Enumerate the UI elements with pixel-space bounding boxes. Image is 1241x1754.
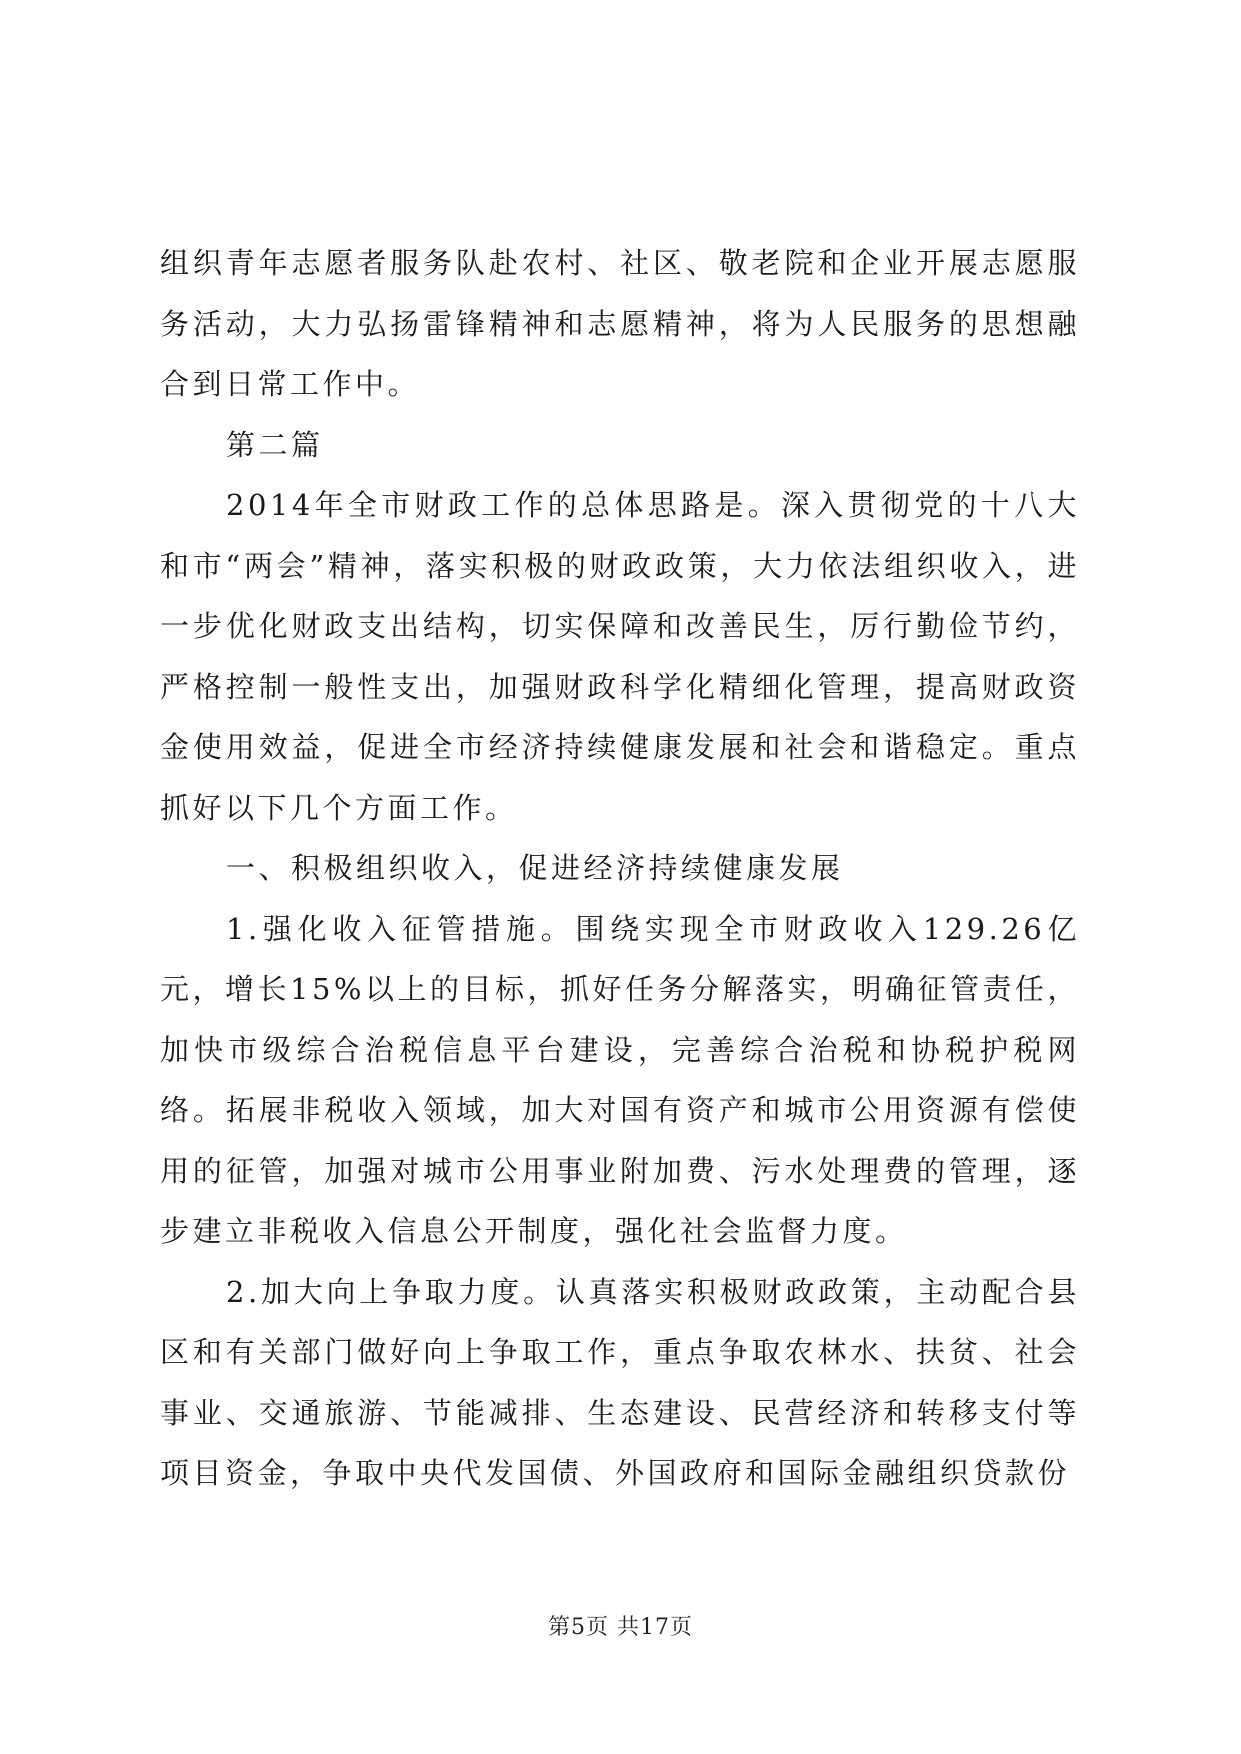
page-number-footer: 第5页 共17页 xyxy=(548,1615,693,1640)
paragraph-item-2: 2.加大向上争取力度。认真落实积极财政政策，主动配合县区和有关部门做好向上争取工作，重点争取农林水、扶贫、社会事业、交通旅游、节能减排、生态建设、民营经济和转移支付等项目资金，争取中央代发国债、外国政府和国际金融组织贷款份 xyxy=(160,1274,1080,1490)
section-heading-part-two: 第二篇 xyxy=(226,427,324,462)
paragraph-item-1: 1.强化收入征管措施。围绕实现全市财政收入129.26亿元，增长15%以上的目标，抓好任务分解落实，明确征管责任，加快市级综合治税信息平台建设，完善综合治税和协税护税网络。拓展非税收入领域，加大对国有资产和城市公用资源有偿使用的征管，加强对城市公用事业附加费、污水处理费的管理，逐步建立非税收入信息公开制度，强化社会监督力度。 xyxy=(160,911,1080,1248)
paragraph-overall-approach: 2014年全市财政工作的总体思路是。深入贯彻党的十八大和市“两会”精神，落实积极的财政政策，大力依法组织收入，进一步优化财政支出结构，切实保障和改善民生，厉行勤俭节约，严格控制一般性支出，加强财政科学化精细化管理，提高财政资金使用效益，促进全市经济持续健康发展和社会和谐稳定。重点抓好以下几个方面工作。 xyxy=(160,488,1080,825)
section-heading-one: 一、积极组织收入，促进经济持续健康发展 xyxy=(226,851,844,885)
document-body xyxy=(160,233,1080,1504)
paragraph-continuation: 组织青年志愿者服务队赴农村、社区、敬老院和企业开展志愿服务活动，大力弘扬雷锋精神和志愿精神，将为人民服务的思想融合到日常工作中。 xyxy=(160,246,1080,401)
